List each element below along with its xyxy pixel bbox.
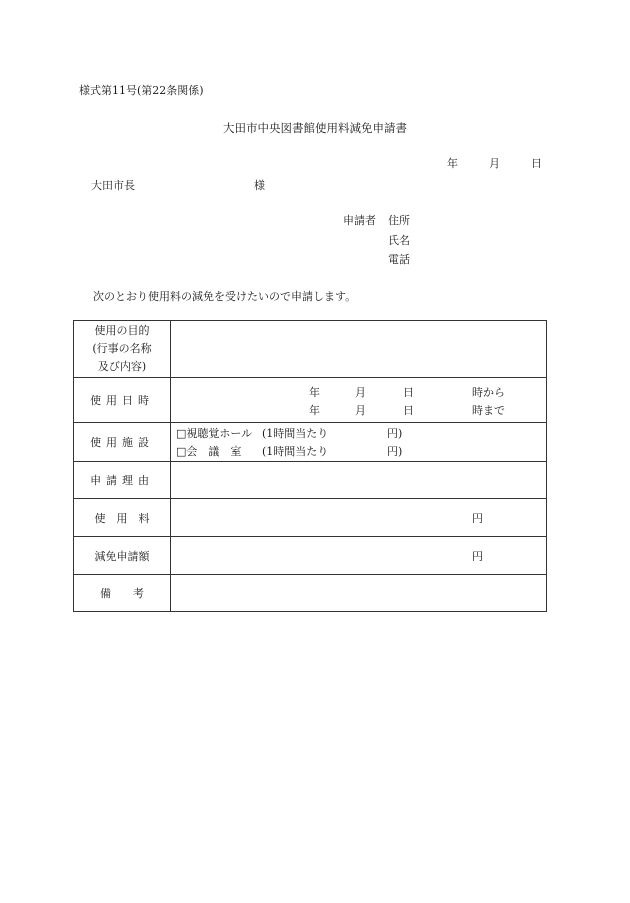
applicant-name-label: 氏名 [388, 234, 410, 247]
purpose-row [74, 321, 547, 378]
datetime-year-label: 年 [309, 404, 320, 417]
facility-field [171, 423, 547, 462]
intro-text: 次のとおり使用料の減免を受けたいので申請します。 [93, 290, 357, 303]
remarks-row [74, 575, 547, 612]
document-title: 大田市中央図書館使用料減免申請書 [223, 121, 407, 135]
datetime-day-label: 日 [403, 386, 414, 399]
addressee [91, 177, 265, 193]
facility-label-cell [74, 423, 171, 462]
facility-hall-checkbox[interactable]: □視聴覚ホール [176, 427, 253, 440]
fee-label: 使 用 料 [74, 499, 171, 537]
reason-row [74, 462, 547, 499]
facility-meeting-room-checkbox[interactable]: □会 議 室 [176, 445, 242, 458]
addressee-name: 大田市長 [91, 179, 135, 192]
applicant-address-label: 住所 [388, 214, 410, 227]
datetime-label: 使用日時 [90, 394, 154, 407]
remarks-label: 備 考 [74, 575, 171, 612]
remarks-field[interactable] [171, 575, 547, 612]
datetime-year-label: 年 [309, 386, 320, 399]
fee-row [74, 499, 547, 537]
facility-yen-label: 円) [387, 427, 403, 440]
purpose-field[interactable] [171, 321, 547, 378]
reduction-yen-label: 円 [472, 550, 483, 563]
fee-field[interactable] [171, 499, 547, 537]
datetime-row [74, 378, 547, 423]
fee-yen-label: 円 [472, 512, 483, 525]
reduction-row [74, 537, 547, 575]
datetime-to-label: 時まで [472, 404, 505, 417]
reduction-field[interactable] [171, 537, 547, 575]
datetime-month-label: 月 [355, 386, 366, 399]
form-number: 様式第11号(第22条関係) [79, 84, 204, 97]
addressee-honorific: 様 [254, 179, 265, 192]
facility-unit-label: (1時間当たり [262, 427, 329, 440]
application-table [73, 320, 547, 612]
reason-field[interactable] [171, 462, 547, 499]
facility-label: 使用施設 [90, 436, 154, 449]
datetime-day-label: 日 [403, 404, 414, 417]
reason-label: 申請理由 [90, 474, 154, 487]
facility-yen-label: 円) [387, 445, 403, 458]
date-line [447, 155, 542, 171]
facility-row [74, 423, 547, 462]
purpose-label-line: 及び内容) [97, 360, 147, 373]
date-month-label: 月 [489, 157, 500, 170]
reduction-label: 減免申請額 [74, 537, 171, 575]
applicant-phone-label: 電話 [388, 253, 410, 266]
purpose-label-line: (行事の名称 [92, 342, 152, 355]
applicant-heading: 申請者 [343, 214, 376, 227]
purpose-label [74, 321, 171, 378]
date-day-label: 日 [531, 157, 542, 170]
purpose-label-line: 使用の目的 [94, 324, 150, 337]
facility-unit-label: (1時間当たり [262, 445, 329, 458]
date-year-label: 年 [447, 157, 458, 170]
reason-label-cell [74, 462, 171, 499]
datetime-field[interactable] [171, 378, 547, 423]
datetime-label-cell [74, 378, 171, 423]
datetime-month-label: 月 [355, 404, 366, 417]
datetime-from-label: 時から [472, 386, 505, 399]
